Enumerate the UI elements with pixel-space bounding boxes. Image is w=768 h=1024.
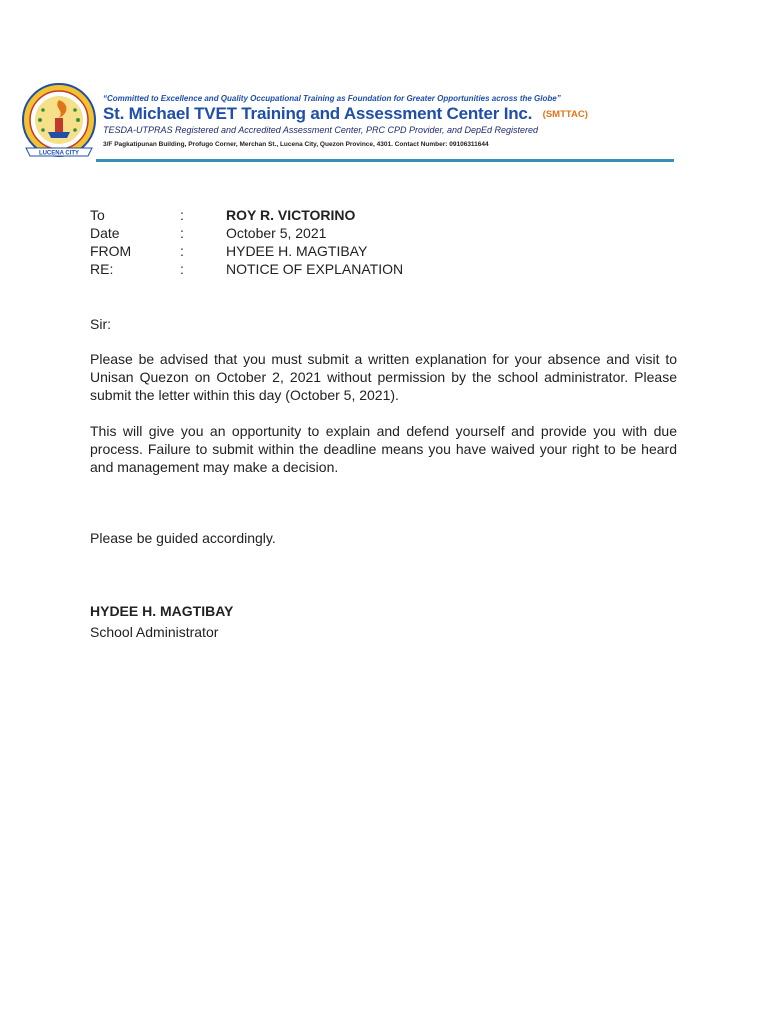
body-paragraph: Please be advised that you must submit a written explanation for your absence and visit to Unisan Quezon on October 2, 2021 without permission by the school administrator. Please submit the letter within this day (October 5, 2021). [90,351,677,403]
signatory-title: School Administrator [90,624,219,640]
org-address: 3/F Pagkatipunan Building, Profugo Corner, Merchan St., Lucena City, Quezon Province, 4301. Contact Number: 09106311644 [103,141,489,148]
field-colon: : [180,261,184,277]
signatory-name: HYDEE H. MAGTIBAY [90,603,234,619]
letterhead-divider [96,159,674,162]
org-accreditation: TESDA-UTPRAS Registered and Accredited Assessment Center, PRC CPD Provider, and DepEd Registered [103,125,539,135]
memo-field-date [90,224,650,242]
org-motto: “Committed to Excellence and Quality Occupational Training as Foundation for Greater Opportunities across the Globe” [103,94,561,103]
field-value-date: October 5, 2021 [226,225,327,241]
body-paragraph: This will give you an opportunity to explain and defend yourself and provide you with due process. Failure to submit within the deadline means you have waived your right to be heard and management may make a decision. [90,423,677,475]
field-label: RE: [90,261,114,277]
memo-field-from [90,242,650,260]
memo-header-fields [90,206,650,278]
closing-line: Please be guided accordingly. [90,530,276,546]
org-name: St. Michael TVET Training and Assessment Center Inc. [103,104,533,123]
salutation: Sir: [90,316,111,332]
memo-field-to [90,206,650,224]
field-label: Date [90,225,120,241]
field-colon: : [180,243,184,259]
field-label: To [90,207,105,223]
field-value-sender: HYDEE H. MAGTIBAY [226,243,368,259]
field-colon: : [180,225,184,241]
field-label: FROM [90,243,132,259]
field-colon: : [180,207,184,223]
org-abbreviation: (SMTTAC) [542,109,588,120]
logo-banner-text: LUCENA CITY [38,150,80,157]
field-value-subject: NOTICE OF EXPLANATION [226,261,404,277]
school-logo-seal [18,82,100,162]
field-value-recipient: ROY R. VICTORINO [226,207,356,223]
org-name-row [103,104,588,124]
memo-field-re [90,260,650,278]
